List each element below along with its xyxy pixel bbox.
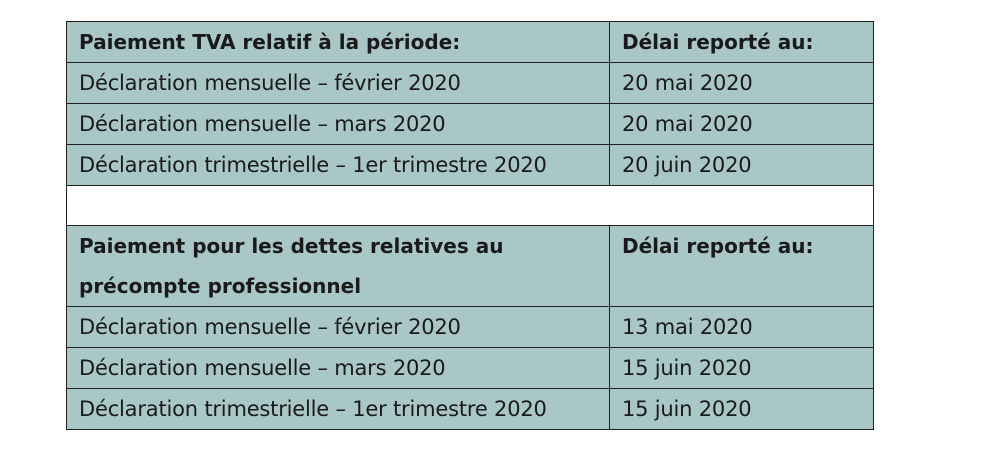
withholding-header-row <box>67 226 874 307</box>
withholding-header-line-2: précompte professionnel <box>79 274 362 298</box>
deadline-cell: 20 juin 2020 <box>610 145 874 186</box>
period-cell: Déclaration mensuelle – février 2020 <box>67 307 610 348</box>
deadline-cell: 20 mai 2020 <box>610 63 874 104</box>
deadline-cell: 15 juin 2020 <box>610 348 874 389</box>
vat-header-row <box>67 22 874 63</box>
period-cell: Déclaration mensuelle – février 2020 <box>67 63 610 104</box>
table-row <box>67 389 874 430</box>
period-cell: Déclaration trimestrielle – 1er trimestre 2020 <box>67 389 610 430</box>
withholding-period-header <box>67 226 610 307</box>
deadline-cell: 20 mai 2020 <box>610 104 874 145</box>
deadline-cell: 13 mai 2020 <box>610 307 874 348</box>
deadline-cell: 15 juin 2020 <box>610 389 874 430</box>
table-row <box>67 63 874 104</box>
withholding-header-line-1: Paiement pour les dettes relatives au <box>79 234 504 258</box>
deadline-table <box>66 21 874 430</box>
period-cell: Déclaration mensuelle – mars 2020 <box>67 348 610 389</box>
period-cell: Déclaration mensuelle – mars 2020 <box>67 104 610 145</box>
period-cell: Déclaration trimestrielle – 1er trimestre 2020 <box>67 145 610 186</box>
spacer-cell <box>67 186 874 226</box>
table-row <box>67 307 874 348</box>
table-row <box>67 104 874 145</box>
vat-period-header: Paiement TVA relatif à la période: <box>67 22 610 63</box>
spacer-row <box>67 186 874 226</box>
table-row <box>67 145 874 186</box>
withholding-deadline-header: Délai reporté au: <box>610 226 874 307</box>
vat-deadline-header: Délai reporté au: <box>610 22 874 63</box>
table-row <box>67 348 874 389</box>
